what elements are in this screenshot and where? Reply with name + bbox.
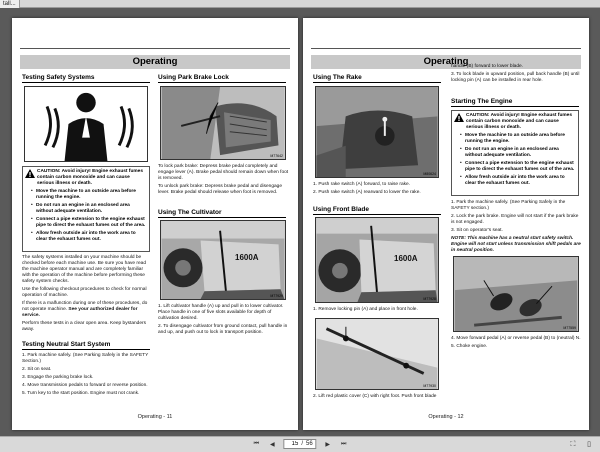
step: 5. Turn key to the start position. Engine must not crank.: [22, 391, 140, 396]
front-blade-photo: [315, 217, 439, 303]
paragraph-text: If there is a malfunction during one of these procedures, do not operate machine.: [22, 301, 148, 312]
dealer-note: See your authorized dealer for service.: [22, 307, 138, 318]
caution-block: [25, 169, 147, 243]
neutral-start-steps: [22, 353, 152, 399]
next-page-icon[interactable]: ▶: [325, 441, 330, 448]
park-brake-photo: [160, 86, 286, 160]
caution-item: • Do not run an engine in an enclosed area without adequate ventilation.: [31, 203, 147, 215]
top-rule: [20, 48, 290, 49]
figure-code: M77930: [423, 384, 436, 388]
step: 1. Remove locking pin (A) and place in front hole.: [313, 307, 418, 312]
document-tab[interactable]: tall...: [0, 0, 20, 8]
caution-item: • Allow fresh outside air into the work area to clear the exhaust fumes out.: [31, 231, 147, 243]
front-blade-illustration: [316, 218, 438, 302]
section-heading: [313, 74, 441, 83]
heading-rule: [158, 217, 286, 218]
paragraph: To unlock park brake: Depress brake pedal and disengage lever. Brake pedal should release when foot is removed.: [158, 184, 282, 195]
caution-item: • Allow fresh outside air into the work area to clear the exhaust fumes out.: [460, 175, 576, 187]
blade-step-1: [313, 307, 443, 315]
step: 1. Push rake switch (A) forward, to raise rake.: [313, 182, 411, 187]
step: 2. Lift red plastic cover (C) with right foot. Push front blade: [313, 394, 437, 399]
heading-text: Testing Neutral Start System: [22, 341, 111, 348]
caution-item: • Move the machine to an outside area before running the engine.: [31, 189, 147, 201]
heading-rule: [22, 82, 150, 83]
paragraph: 2. To disengage cultivator from ground contact, pull handle in and up, and push out to lock in transport position.: [158, 324, 288, 335]
section-heading: [158, 74, 286, 83]
section-heading: [158, 209, 286, 218]
last-page-icon[interactable]: ⏭: [340, 440, 347, 447]
step: 2. Lock the park brake. Engine will not start if the park brake is not engaged.: [451, 214, 579, 225]
heading-rule: [313, 82, 441, 83]
section-heading: [22, 74, 150, 83]
page-12: [303, 18, 589, 430]
heading-text: Using The Rake: [313, 74, 362, 81]
page-number-input[interactable]: [287, 440, 298, 448]
figure-code: M77929: [270, 294, 283, 298]
starting-steps: [451, 200, 581, 256]
blade-continued: [451, 64, 581, 86]
page-footer: Operating - 11: [137, 414, 173, 420]
heading-rule: [158, 82, 286, 83]
figure-code: M77559: [563, 326, 576, 330]
safety-text: [22, 255, 152, 335]
cultivator-text: [158, 304, 290, 338]
rake-photo: [315, 86, 439, 178]
step: 2. Sit on seat.: [22, 367, 52, 372]
step: 4. Move forward pedal (A) or reverse pedal (B) to (neutral) N.: [451, 336, 581, 341]
page-navigation: [251, 439, 348, 449]
top-rule: [311, 48, 581, 49]
step: 1. Park the machine safely. (See Parking Safely in the SAFETY section.): [451, 200, 566, 211]
rake-switch-illustration: [316, 87, 438, 177]
heading-rule: [313, 214, 441, 215]
blade-cover-photo: [315, 318, 439, 390]
caution-title: CAUTION: Avoid injury! Engine exhaust fumes contain carbon monoxide and can cause serious illness or death.: [466, 113, 572, 130]
figure-code: M77642: [270, 154, 283, 158]
tab-bar: [0, 0, 600, 8]
view-tools: [568, 440, 594, 450]
document-viewer[interactable]: [0, 8, 600, 436]
step: 3. Engage the parking brake lock.: [22, 375, 94, 380]
previous-page-icon[interactable]: ◀: [270, 441, 275, 448]
cultivator-illustration: [161, 221, 285, 299]
first-page-icon[interactable]: ⏮: [253, 440, 260, 447]
warning-person-icon: [25, 87, 147, 161]
heading-text: Using Front Blade: [313, 206, 369, 213]
brake-lever-illustration: [161, 87, 285, 159]
paragraph: Use the following checkout procedures to check for normal operation of machine.: [22, 287, 147, 298]
total-pages: 56: [305, 441, 313, 447]
page-header: Operating: [20, 55, 290, 69]
model-badge: 1600A: [394, 254, 418, 263]
paragraph: [22, 301, 152, 319]
blade-pin-illustration: [316, 319, 438, 389]
paragraph: To lock park brake: Depress brake pedal completely and engage lever (A). Brake pedal should remain down when foot is removed.: [158, 164, 289, 181]
page-11: [12, 18, 298, 430]
pedals-photo: [453, 256, 579, 332]
starting-steps-2: [451, 336, 581, 352]
neutral-start-note: NOTE: This machine has a neutral start safety switch. Engine will not start unless transmission shift pedals are in neutral position.: [451, 236, 581, 253]
page-footer: Operating - 12: [428, 414, 464, 420]
page-separator: /: [301, 441, 303, 447]
status-bar: [0, 436, 600, 452]
paragraph: Perform these tests in a clear open area. Keep bystanders away.: [22, 321, 146, 332]
rake-steps: [313, 182, 443, 198]
paragraph: handle (B) forward to lower blade.: [451, 64, 523, 69]
model-badge: 1600A: [235, 253, 259, 262]
pedals-illustration: [454, 257, 578, 331]
step: 3. Sit on operator's seat.: [451, 228, 503, 233]
page-header: Operating: [311, 55, 581, 69]
section-heading: [451, 98, 579, 107]
heading-text: Starting The Engine: [451, 98, 513, 105]
paragraph: 3. To lock blade in upward position, pull back handle (B) until locking pin (A) can be installed in rear hole.: [451, 72, 580, 83]
heading-text: Using The Cultivator: [158, 209, 222, 216]
heading-rule: [22, 349, 150, 350]
caution-triangle-icon: [454, 113, 464, 122]
caution-triangle-icon: [25, 169, 35, 178]
exhaust-warning-pictogram: [24, 86, 148, 162]
caution-title: CAUTION: Avoid injury! Engine exhaust fumes contain carbon monoxide and can cause serious illness or death.: [37, 169, 143, 186]
page-indicator: [283, 439, 316, 449]
caution-item: • Move the machine to an outside area before running the engine.: [460, 133, 576, 145]
heading-text: Testing Safety Systems: [22, 74, 95, 81]
paragraph: The safety systems installed on your machine should be checked before each machine use. Be sure you have read the machine operator manual and are completely familiar with the operation of the machine before performing these safety system checks.: [22, 255, 146, 284]
caution-item: • Connect a pipe extension to the engine exhaust pipe to direct the exhaust fumes out of the area.: [460, 161, 576, 173]
fit-page-icon[interactable]: ⛶: [570, 441, 576, 448]
paragraph: 1. Lift cultivator handle (A) up and pull in to lower cultivator. Place handle in one of five slots available for depth of cultivation desired.: [158, 304, 284, 321]
blade-step-2: [313, 394, 443, 402]
park-brake-text: [158, 164, 290, 198]
step: 2. Push rake switch (A) rearward to lower the rake.: [313, 190, 421, 195]
heading-text: Using Park Brake Lock: [158, 74, 229, 81]
section-heading: [22, 341, 150, 350]
figure-code: M80624: [423, 172, 436, 176]
figure-code: M77928: [423, 297, 436, 301]
cultivator-photo: [160, 220, 286, 300]
two-page-view-icon[interactable]: ▯: [587, 441, 591, 448]
caution-block: [454, 113, 576, 187]
step: 5. Choke engine.: [451, 344, 488, 349]
heading-rule: [451, 106, 579, 107]
caution-item: • Do not run an engine in an enclosed area without adequate ventilation.: [460, 147, 576, 159]
section-heading: [313, 206, 441, 215]
step: 1. Park machine safely. (See Parking Safely in the SAFETY Section.): [22, 353, 149, 364]
step: 4. Move transmission pedals to forward or reverse position.: [22, 383, 148, 388]
caution-item: • Connect a pipe extension to the engine exhaust pipe to direct the exhaust fumes out of the area.: [31, 217, 147, 229]
